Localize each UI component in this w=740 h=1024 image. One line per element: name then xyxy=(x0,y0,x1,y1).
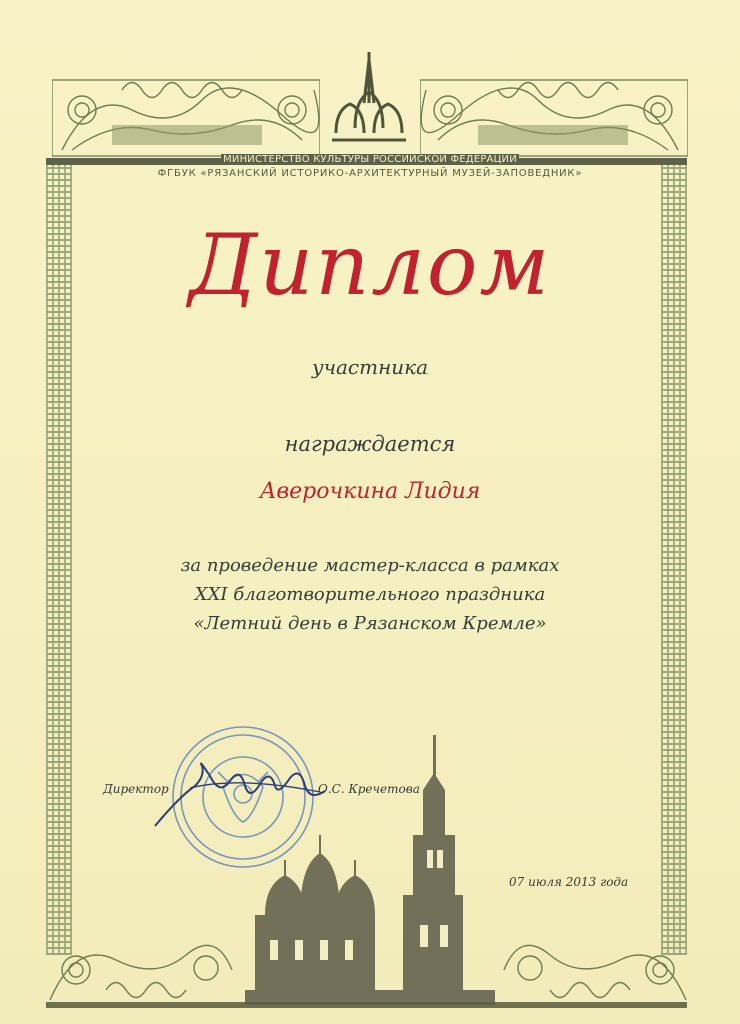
issue-date: 07 июля 2013 года xyxy=(509,875,629,889)
kremlin-illustration xyxy=(245,735,495,1005)
reason-line: XXI благотворительного праздника xyxy=(194,584,546,605)
reason-line: за проведение мастер-класса в рамках xyxy=(180,555,560,576)
ornament-top-right xyxy=(420,70,688,160)
diploma-title: Диплом xyxy=(188,216,552,314)
museum-title: ФГБУК «РЯЗАНСКИЙ ИСТОРИКО-АРХИТЕКТУРНЫЙ МУЗЕЙ-ЗАПОВЕДНИК» xyxy=(157,168,583,179)
awarded-text: награждается xyxy=(284,432,456,456)
award-reason xyxy=(0,551,740,638)
ornament-bottom-right xyxy=(500,930,690,1006)
ministry-title: МИНИСТЕРСТВО КУЛЬТУРЫ РОССИЙСКОЙ ФЕДЕРАЦИИ xyxy=(223,154,517,165)
museum-logo xyxy=(328,48,410,148)
director-name: О.С. Кречетова xyxy=(318,782,420,796)
diploma-subtitle: участника xyxy=(311,355,429,379)
ornament-bottom-left xyxy=(46,930,236,1006)
director-label: Директор xyxy=(103,782,169,796)
recipient-name: Аверочкина Лидия xyxy=(259,479,481,504)
ornament-top-left xyxy=(52,70,320,160)
reason-line: «Летний день в Рязанском Кремле» xyxy=(193,613,547,634)
